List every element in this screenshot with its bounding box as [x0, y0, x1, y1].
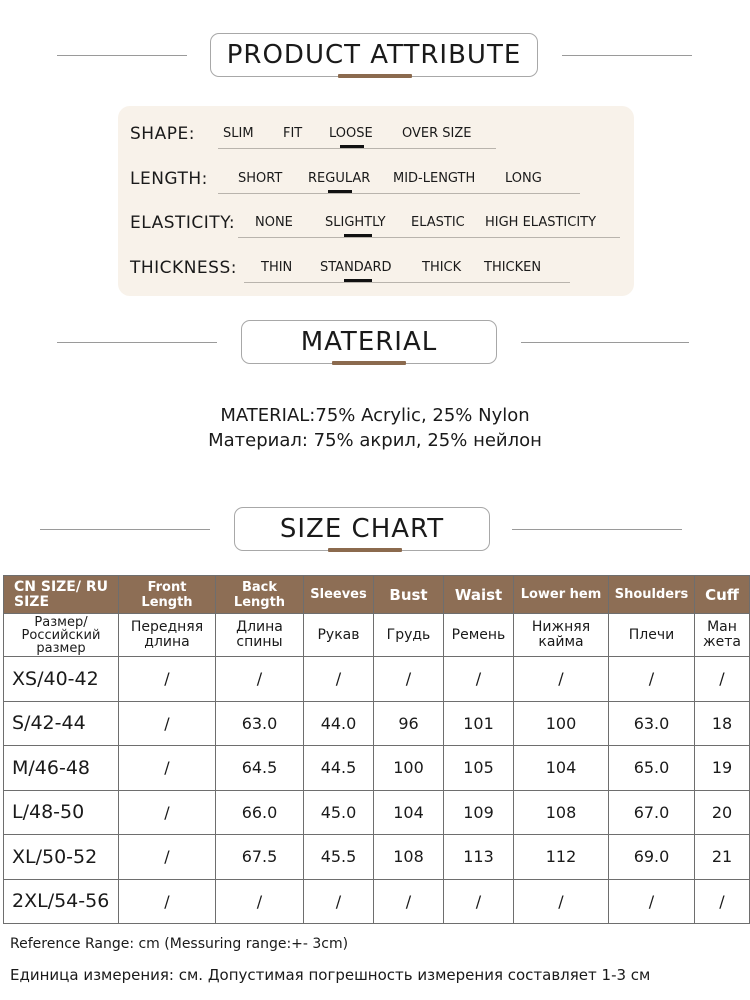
table-cell: 101: [444, 701, 514, 746]
divider-line: [40, 529, 210, 530]
product-attribute-header: [0, 33, 750, 79]
table-cell: /: [304, 657, 374, 702]
table-cell: 113: [444, 835, 514, 880]
section-title: SIZE CHART: [234, 507, 490, 551]
attribute-baseline: [218, 193, 580, 194]
table-cell: /: [119, 746, 216, 791]
attribute-label: LENGTH:: [130, 169, 208, 189]
table-cell: /: [119, 835, 216, 880]
column-header-ru: Рукав: [304, 614, 374, 657]
attribute-option: SHORT: [238, 171, 283, 186]
attribute-option: THICKEN: [484, 260, 542, 275]
attribute-row-shape: [118, 118, 634, 148]
table-cell: /: [216, 879, 304, 924]
attribute-option: SLIM: [223, 126, 254, 141]
attribute-option: HIGH ELASTICITY: [485, 215, 597, 230]
divider-line: [57, 342, 217, 343]
material-text-ru: Материал: 75% акрил, 25% нейлон: [208, 430, 542, 451]
table-cell: 65.0: [609, 746, 695, 791]
column-header: Back Length: [216, 576, 304, 614]
attribute-baseline: [218, 148, 496, 149]
attribute-option: MID-LENGTH: [393, 171, 476, 186]
attribute-panel: [118, 106, 634, 296]
table-cell: 67.0: [609, 790, 695, 835]
attribute-option-selected: SLIGHTLY: [325, 215, 386, 230]
column-header-ru: Длина спины: [216, 614, 304, 657]
table-row: [4, 657, 750, 702]
selected-marker: [328, 190, 352, 193]
column-header: Shoulders: [609, 576, 695, 614]
table-cell: 44.5: [304, 746, 374, 791]
size-chart-table: [3, 575, 750, 924]
table-cell: /: [304, 879, 374, 924]
table-cell: /: [374, 657, 444, 702]
column-header-ru: Размер/ Российский размер: [4, 614, 119, 657]
attribute-option: FIT: [283, 126, 303, 141]
attribute-option-selected: LOOSE: [329, 126, 373, 141]
table-cell: 108: [374, 835, 444, 880]
divider-line: [562, 55, 692, 56]
attribute-option: THIN: [261, 260, 293, 275]
attribute-option-selected: REGULAR: [308, 171, 371, 186]
column-header-ru: Ман жета: [695, 614, 750, 657]
attribute-option: LONG: [505, 171, 542, 186]
attribute-row-thickness: [118, 252, 634, 282]
column-header: Cuff: [695, 576, 750, 614]
table-cell: 112: [514, 835, 609, 880]
table-cell: /: [374, 879, 444, 924]
table-cell: 66.0: [216, 790, 304, 835]
table-cell: 18: [695, 701, 750, 746]
table-row: [4, 835, 750, 880]
title-underline: [332, 361, 406, 365]
table-cell: 69.0: [609, 835, 695, 880]
table-cell: 100: [374, 746, 444, 791]
table-cell: 44.0: [304, 701, 374, 746]
size-cell: L/48-50: [4, 790, 119, 835]
attribute-option-selected: STANDARD: [320, 260, 392, 275]
table-cell: 108: [514, 790, 609, 835]
table-cell: /: [695, 879, 750, 924]
table-cell: 104: [374, 790, 444, 835]
attribute-row-length: [118, 163, 634, 193]
selected-marker: [344, 234, 372, 237]
column-header-ru: Ремень: [444, 614, 514, 657]
selected-marker: [344, 279, 372, 282]
table-cell: 105: [444, 746, 514, 791]
table-cell: /: [609, 879, 695, 924]
table-cell: 19: [695, 746, 750, 791]
column-header-ru: Нижняя кайма: [514, 614, 609, 657]
title-underline: [338, 74, 412, 78]
table-cell: 109: [444, 790, 514, 835]
table-cell: 21: [695, 835, 750, 880]
header-row-ru: [4, 614, 750, 657]
attribute-label: ELASTICITY:: [130, 213, 236, 233]
table-cell: /: [695, 657, 750, 702]
header-row-en: [4, 576, 750, 614]
size-cell: M/46-48: [4, 746, 119, 791]
section-title: PRODUCT ATTRIBUTE: [210, 33, 538, 77]
column-header-ru: Грудь: [374, 614, 444, 657]
column-header: CN SIZE/ RU SIZE: [4, 576, 119, 614]
material-header: [0, 320, 750, 366]
table-cell: /: [119, 790, 216, 835]
table-cell: /: [514, 657, 609, 702]
size-cell: XS/40-42: [4, 657, 119, 702]
material-text-en: MATERIAL:75% Acrylic, 25% Nylon: [220, 405, 530, 426]
table-cell: /: [119, 657, 216, 702]
section-title: MATERIAL: [241, 320, 497, 364]
table-cell: 45.0: [304, 790, 374, 835]
column-header: Sleeves: [304, 576, 374, 614]
table-row: [4, 701, 750, 746]
reference-note-en: Reference Range: cm (Messuring range:+- 3cm): [10, 936, 349, 952]
title-underline: [328, 548, 402, 552]
table-cell: 20: [695, 790, 750, 835]
column-header-ru: Плечи: [609, 614, 695, 657]
column-header: Waist: [444, 576, 514, 614]
table-cell: /: [514, 879, 609, 924]
attribute-label: THICKNESS:: [130, 258, 237, 278]
attribute-label: SHAPE:: [130, 124, 195, 144]
column-header: Lower hem: [514, 576, 609, 614]
size-chart-header: [0, 507, 750, 553]
column-header: Bust: [374, 576, 444, 614]
attribute-option: OVER SIZE: [402, 126, 472, 141]
attribute-baseline: [244, 282, 570, 283]
table-cell: /: [216, 657, 304, 702]
table-cell: 63.0: [609, 701, 695, 746]
selected-marker: [340, 145, 364, 148]
attribute-row-elasticity: [118, 207, 634, 237]
table-cell: /: [444, 879, 514, 924]
size-cell: 2XL/54-56: [4, 879, 119, 924]
table-cell: /: [119, 879, 216, 924]
table-cell: 63.0: [216, 701, 304, 746]
table-cell: 67.5: [216, 835, 304, 880]
size-cell: XL/50-52: [4, 835, 119, 880]
attribute-baseline: [238, 237, 620, 238]
divider-line: [521, 342, 689, 343]
table-cell: /: [119, 701, 216, 746]
reference-note-ru: Единица измерения: см. Допустимая погрешность измерения составляет 1-3 см: [10, 966, 651, 984]
table-cell: /: [609, 657, 695, 702]
table-row: [4, 746, 750, 791]
divider-line: [512, 529, 682, 530]
column-header-ru: Передняя длина: [119, 614, 216, 657]
attribute-option: THICK: [422, 260, 462, 275]
size-cell: S/42-44: [4, 701, 119, 746]
column-header: Front Length: [119, 576, 216, 614]
attribute-option: NONE: [255, 215, 293, 230]
table-row: [4, 879, 750, 924]
table-cell: 45.5: [304, 835, 374, 880]
attribute-option: ELASTIC: [411, 215, 465, 230]
divider-line: [57, 55, 187, 56]
table-cell: 64.5: [216, 746, 304, 791]
table-cell: 104: [514, 746, 609, 791]
table-cell: 96: [374, 701, 444, 746]
table-cell: 100: [514, 701, 609, 746]
table-cell: /: [444, 657, 514, 702]
table-row: [4, 790, 750, 835]
